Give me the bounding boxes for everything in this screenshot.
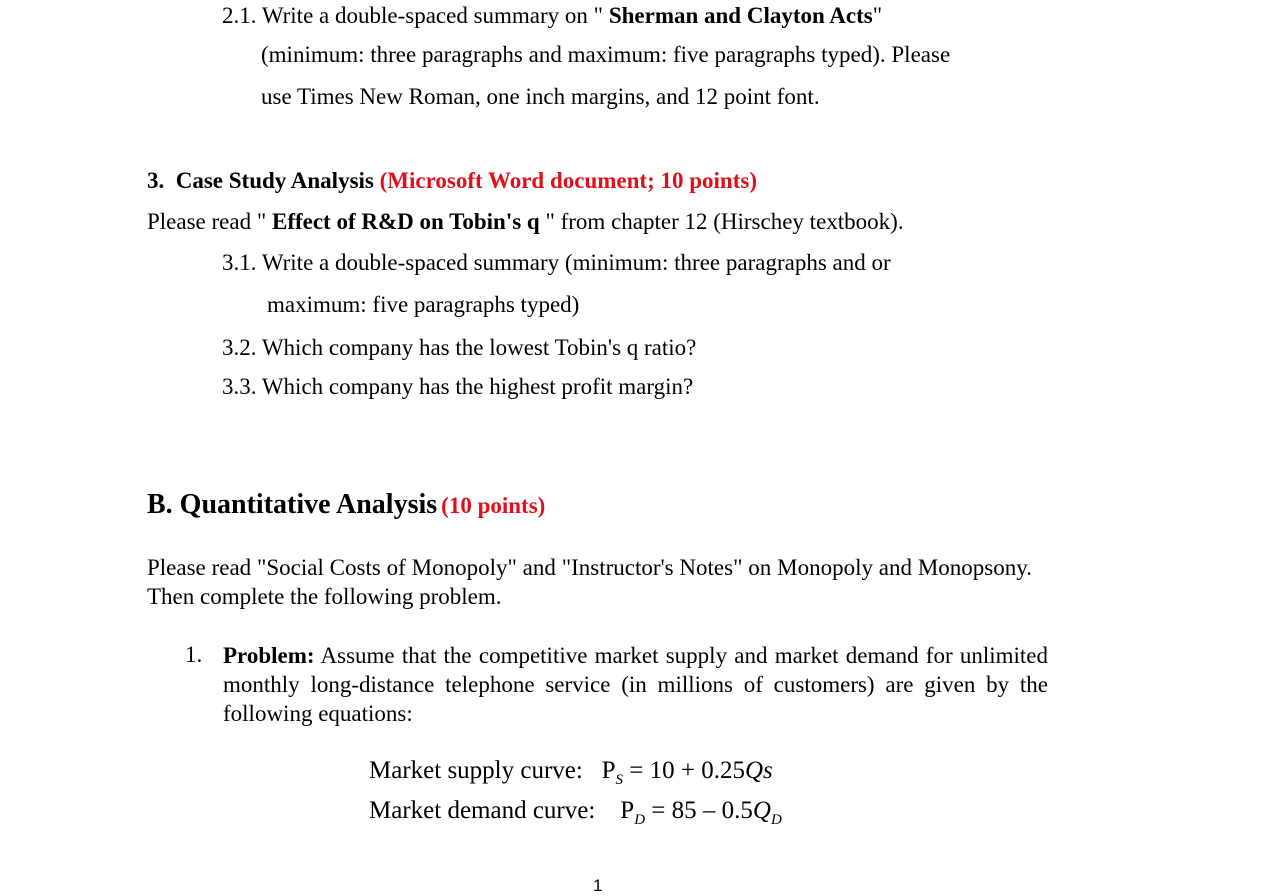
supply-rhs: = 10 + 0.25: [629, 757, 745, 784]
demand-sub: D: [634, 812, 646, 828]
item-text: Which company has the highest profit margin?: [261, 374, 694, 399]
demand-var-sub: D: [770, 812, 782, 828]
item-number: 3.3.: [222, 374, 257, 399]
item-3-3: [222, 373, 693, 401]
supply-var: Qs: [744, 757, 773, 784]
item-number: 3.1.: [222, 250, 257, 275]
page-number: 1: [593, 876, 603, 895]
item-text-after: ": [872, 3, 883, 28]
heading-number: 3.: [147, 168, 165, 193]
supply-sub: S: [615, 772, 623, 788]
item-3-1-line1: [222, 249, 891, 277]
item-number: 3.2.: [222, 335, 257, 360]
heading-note: (Microsoft Word document; 10 points): [379, 168, 757, 193]
problem-text: Assume that the competitive market supply and market demand for unlimited monthly long-distance telephone service (in millions of customers) are given by the following equations:: [223, 643, 1048, 726]
demand-var: Q: [752, 797, 771, 824]
demand-equation: [369, 796, 782, 826]
problem-paragraph: [223, 641, 1048, 728]
item-bold-title: Sherman and Clayton Acts: [603, 3, 873, 28]
section-3-heading: [147, 167, 757, 195]
heading-note: (10 points): [441, 493, 546, 518]
problem-label: Problem:: [223, 643, 315, 668]
demand-label: Market demand curve:: [369, 797, 596, 824]
item-2-1-line1: [222, 2, 882, 30]
intro-text: Please read ": [147, 209, 267, 234]
heading-title: Case Study Analysis: [175, 168, 374, 193]
item-3-1-line2: maximum: five paragraphs typed): [267, 292, 580, 317]
demand-rhs: = 85 – 0.5: [651, 797, 753, 824]
intro-text-after: " from chapter 12 (Hirschey textbook).: [545, 209, 904, 234]
section-b-intro: Please read "Social Costs of Monopoly" and "Instructor's Notes" on Monopoly and Monopsony. Then complete the following problem.: [147, 555, 1032, 609]
problem-number: 1.: [185, 642, 203, 667]
item-text: Which company has the lowest Tobin's q ratio?: [261, 335, 697, 360]
intro-bold-title: Effect of R&D on Tobin's q: [266, 209, 546, 234]
section-b-heading: [147, 488, 545, 522]
item-3-2: [222, 334, 696, 362]
supply-equation: [369, 756, 773, 786]
item-text: Write a double-spaced summary (minimum: three paragraphs and or: [261, 250, 891, 275]
section-3-intro: [147, 208, 904, 236]
item-number: 2.1.: [222, 3, 257, 28]
item-text: Write a double-spaced summary on ": [261, 3, 604, 28]
heading-title: B. Quantitative Analysis: [147, 489, 438, 520]
supply-label: Market supply curve:: [369, 757, 583, 784]
supply-lhs: P: [601, 757, 616, 784]
demand-lhs: P: [620, 797, 635, 824]
item-2-1-line2: (minimum: three paragraphs and maximum: five paragraphs typed). Please: [261, 42, 951, 67]
item-2-1-line3: use Times New Roman, one inch margins, and 12 point font.: [261, 84, 820, 109]
